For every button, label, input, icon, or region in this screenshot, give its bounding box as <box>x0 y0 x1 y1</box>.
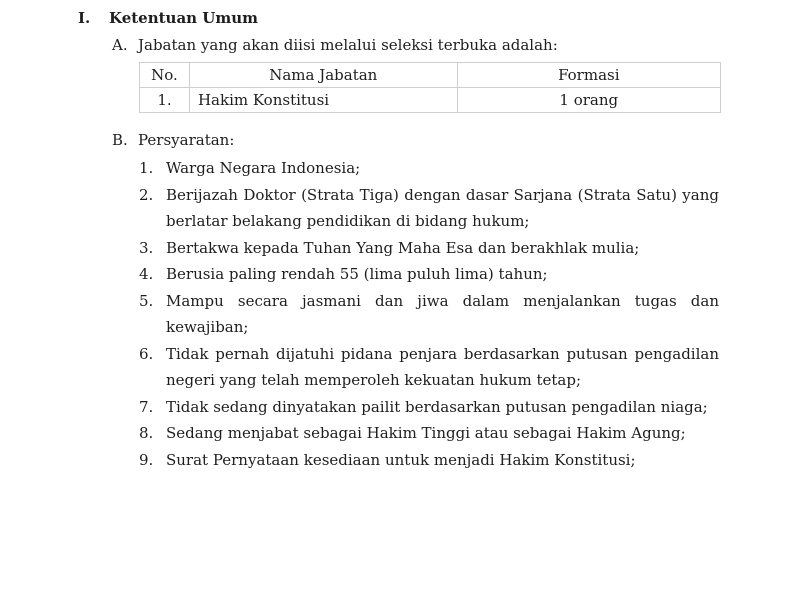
subsection-a-letter: A. <box>112 36 128 54</box>
list-item <box>139 394 719 421</box>
list-item-text: Sedang menjabat sebagai Hakim Tinggi atau sebagai Hakim Agung; <box>166 424 686 442</box>
list-item-number: 4. <box>139 265 154 283</box>
list-item-number: 6. <box>139 344 154 363</box>
position-table <box>139 62 721 113</box>
header-no: No. <box>140 63 190 88</box>
requirements-list <box>139 155 719 473</box>
table-row <box>140 88 721 113</box>
subsection-a-text: Jabatan yang akan diisi melalui seleksi terbuka adalah: <box>138 36 558 54</box>
table-header-row <box>140 63 721 88</box>
list-item-number: 5. <box>139 291 154 310</box>
header-formasi: Formasi <box>457 63 720 88</box>
section-title: Ketentuan Umum <box>109 9 259 27</box>
list-item-number: 7. <box>139 397 154 416</box>
cell-formasi: 1 orang <box>457 88 720 113</box>
header-nama-jabatan: Nama Jabatan <box>189 63 457 88</box>
list-item <box>139 288 719 341</box>
list-item-number: 9. <box>139 450 154 469</box>
list-item-number: 2. <box>139 185 154 204</box>
list-item-number: 3. <box>139 238 154 257</box>
cell-nama-jabatan: Hakim Konstitusi <box>189 88 457 113</box>
list-item-text: Berusia paling rendah 55 (lima puluh lima) tahun; <box>166 265 548 283</box>
list-item-text: Surat Pernyataan kesediaan untuk menjadi Hakim Konstitusi; <box>166 450 636 469</box>
list-item-text: Tidak sedang dinyatakan pailit berdasarkan putusan pengadilan niaga; <box>166 397 708 416</box>
list-item <box>139 235 719 262</box>
list-item-text: Berijazah Doktor (Strata Tiga) dengan dasar Sarjana (Strata Satu) yang berlatar belakang pendidikan di bidang hukum; <box>166 185 719 230</box>
list-item <box>139 341 719 394</box>
list-item-number: 8. <box>139 424 154 442</box>
subsection-b <box>112 131 234 149</box>
section-number: I. <box>78 9 91 27</box>
list-item-text: Bertakwa kepada Tuhan Yang Maha Esa dan berakhlak mulia; <box>166 238 640 257</box>
list-item-text: Mampu secara jasmani dan jiwa dalam menjalankan tugas dan kewajiban; <box>166 291 719 336</box>
list-item <box>139 155 719 182</box>
section-heading <box>78 9 258 27</box>
subsection-b-letter: B. <box>112 131 128 149</box>
list-item-text: Tidak pernah dijatuhi pidana penjara berdasarkan putusan pengadilan negeri yang telah memperoleh kekuatan hukum tetap; <box>166 344 719 389</box>
list-item-text: Warga Negara Indonesia; <box>166 159 361 177</box>
list-item-number: 1. <box>139 159 154 177</box>
list-item <box>139 261 719 288</box>
subsection-b-text: Persyaratan: <box>138 131 235 149</box>
list-item <box>139 447 719 474</box>
subsection-a <box>112 36 558 54</box>
cell-no: 1. <box>140 88 190 113</box>
list-item <box>139 420 719 447</box>
list-item <box>139 182 719 235</box>
